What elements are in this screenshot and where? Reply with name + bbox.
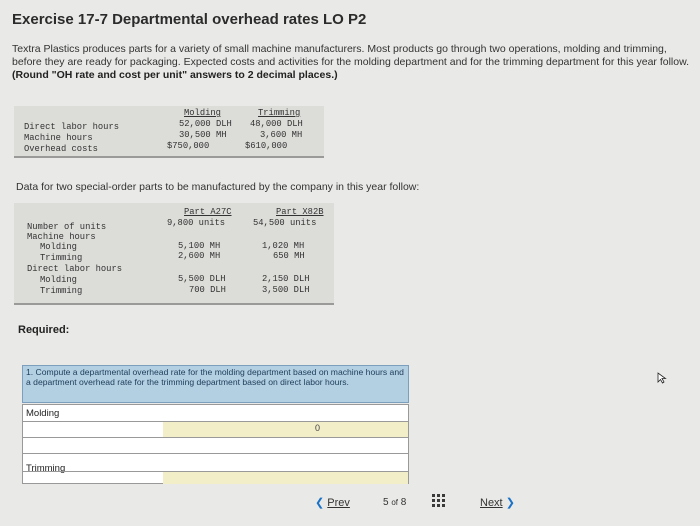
col-part-a-header: Part A27C	[184, 207, 232, 217]
dlh-molding-b: 2,150 DLH	[262, 274, 310, 284]
dlh-molding-a: 5,500 DLH	[178, 274, 226, 284]
exercise-title: Exercise 17-7 Departmental overhead rates LO P2	[12, 11, 367, 28]
mh-molding-a: 5,100 MH	[178, 241, 221, 251]
mh-trimming-a: 2,600 MH	[178, 251, 221, 261]
col-trimming-header: Trimming	[258, 108, 301, 118]
required-heading: Required:	[18, 324, 70, 336]
question-box: 1. Compute a departmental overhead rate for the molding department based on machine hours and a department overhead rate for the trimming department based on direct labor hours.	[22, 365, 409, 403]
exercise-intro	[12, 43, 692, 82]
dlh-trimming-label: Trimming	[40, 286, 83, 296]
page-current: 5	[383, 497, 389, 508]
molding-value: $750,000	[167, 141, 210, 151]
molding-rate-input[interactable]	[313, 422, 408, 438]
next-button[interactable]	[480, 496, 515, 509]
dlh-trimming-a: 700 DLH	[189, 285, 226, 295]
direct-labor-hours-label: Direct labor hours	[27, 264, 123, 274]
trimming-base-input[interactable]	[163, 472, 314, 484]
rounding-instruction: (Round "OH rate and cost per unit" answers to 2 decimal places.)	[12, 69, 338, 81]
prev-button[interactable]	[315, 496, 350, 509]
page-of: of	[391, 498, 399, 507]
row-label: Overhead costs	[24, 144, 98, 154]
mh-molding-b: 1,020 MH	[262, 241, 305, 251]
machine-hours-label: Machine hours	[27, 232, 96, 242]
mouse-cursor-icon	[657, 372, 667, 384]
grid-icon	[432, 494, 446, 508]
molding-result-right[interactable]	[313, 438, 408, 454]
prev-label: Prev	[327, 497, 350, 509]
chevron-left-icon: ❮	[315, 497, 325, 509]
trimming-value: $610,000	[245, 141, 288, 151]
special-order-table	[14, 203, 334, 305]
molding-section-label: Molding	[26, 408, 60, 419]
page-indicator	[383, 497, 406, 508]
intro-text: Textra Plastics produces parts for a variety of small machine manufacturers. Most products go through two operations, molding and trimming, before they are ready for packaging. Expected costs and activities for the molding department and for the trimming department for this year follow.	[12, 43, 690, 68]
answer-grid	[22, 404, 409, 484]
mh-molding-label: Molding	[40, 242, 77, 252]
col-part-b-header: Part X82B	[276, 207, 324, 217]
mh-trimming-b: 650 MH	[273, 251, 305, 261]
spacer-row	[23, 453, 408, 466]
molding-value: 52,000 DLH	[179, 119, 232, 129]
trimming-value: 3,600 MH	[260, 130, 303, 140]
page-total: 8	[400, 497, 407, 508]
dlh-molding-label: Molding	[40, 275, 77, 285]
row-label: Machine hours	[24, 133, 93, 143]
special-order-intro: Data for two special-order parts to be manufactured by the company in this year follow:	[16, 181, 420, 193]
dlh-trimming-b: 3,500 DLH	[262, 285, 310, 295]
mh-trimming-label: Trimming	[40, 253, 83, 263]
molding-result-row	[23, 437, 408, 454]
col-molding-header: Molding	[184, 108, 221, 118]
molding-base-input[interactable]	[163, 422, 314, 438]
trimming-input-row	[23, 471, 408, 484]
units-a: 9,800 units	[167, 218, 226, 228]
grid-view-button[interactable]	[432, 494, 446, 511]
trimming-rate-input[interactable]	[313, 472, 408, 484]
molding-rate-value: 0	[315, 423, 321, 433]
units-label: Number of units	[27, 222, 107, 232]
next-label: Next	[480, 497, 503, 509]
molding-result-mid[interactable]	[163, 438, 314, 454]
trimming-section-label: Trimming	[26, 463, 66, 474]
row-label: Direct labor hours	[24, 122, 120, 132]
molding-value: 30,500 MH	[179, 130, 227, 140]
molding-result-left[interactable]	[23, 438, 164, 454]
chevron-right-icon: ❯	[505, 497, 515, 509]
department-data-table	[14, 106, 324, 158]
molding-cost-input[interactable]	[23, 422, 164, 438]
units-b: 54,500 units	[253, 218, 317, 228]
molding-input-row	[23, 421, 408, 438]
trimming-value: 48,000 DLH	[250, 119, 303, 129]
trimming-cost-input[interactable]	[23, 472, 164, 484]
